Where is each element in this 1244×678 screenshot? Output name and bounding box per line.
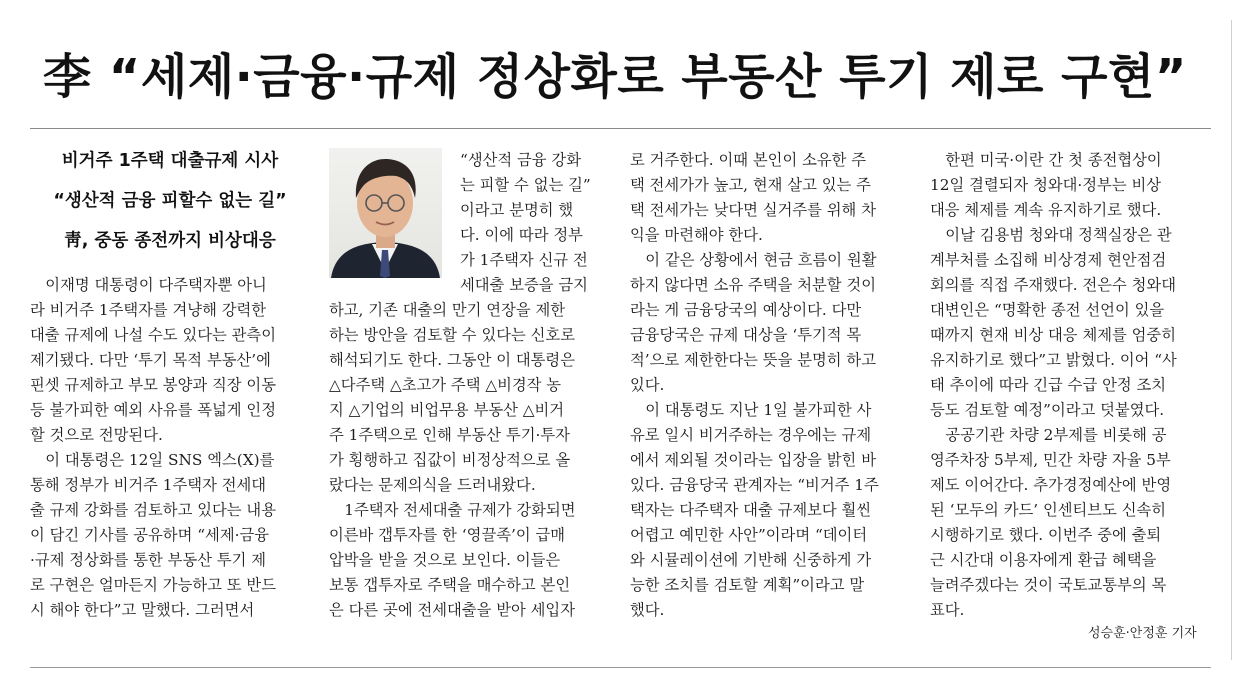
article-text-line: 에서 제외될 것이라는 입장을 밝힌 바 [630, 451, 876, 469]
article-text-line: 핀셋 규제하고 부모 봉양과 직장 이동 [30, 376, 276, 394]
article-text-line: 이 대통령도 지난 1일 불가피한 사 [630, 401, 872, 419]
subheadline-1: 비거주 1주택 대출규제 시사 [61, 151, 279, 171]
article-text-line: 이라고 분명히 했 [460, 201, 574, 219]
article-text-line: 가 횡행하고 집값이 비정상적으로 올 [329, 451, 571, 469]
article-text-line: 회의를 직접 주재했다. 전은수 청와대 [930, 276, 1176, 294]
article-text-line: 늘려주겠다는 것이 국토교통부의 목 [930, 576, 1167, 594]
article-text-line: 택 전세가는 낮다면 실거주를 위해 차 [630, 201, 876, 219]
article-text-line: 택 전세가가 높고, 현재 살고 있는 주 [630, 176, 871, 194]
article-column-2-top [460, 148, 615, 298]
article-text-line: 시 해야 한다”고 말했다. 그러면서 [30, 601, 255, 619]
article-text-line: 이 담긴 기사를 공유하며 “세제·금융 [30, 526, 270, 544]
article-text-line: 라는 게 금융당국의 예상이다. 다만 [630, 301, 862, 319]
article-text-line: 제기됐다. 다만 ‘투기 목적 부동산’에 [30, 351, 271, 369]
article-text-line: 통해 정부가 비거주 1주택자 전세대 [30, 476, 267, 494]
article-text-line: 하지 않다면 소유 주택을 처분할 것이 [630, 276, 876, 294]
page-edge-rule [1231, 20, 1232, 660]
subheadline-2: “생산적 금융 피할수 없는 길” [53, 191, 287, 211]
article-text-line: 이날 김용범 청와대 정책실장은 관 [930, 226, 1172, 244]
article-text-line: “생산적 금융 강화 [460, 151, 581, 169]
article-text-line: 대출 규제에 나설 수도 있다는 관측이 [30, 326, 276, 344]
article-text-line: 로 거주한다. 이때 본인이 소유한 주 [630, 151, 867, 169]
article-column-1 [30, 273, 310, 623]
article-column-3 [630, 148, 915, 623]
article-text-line: 적’으로 제한한다는 뜻을 분명히 하고 [630, 351, 876, 369]
article-text-line: 랐다는 문제의식을 드러내왔다. [329, 476, 536, 494]
article-text-line: 이른바 갭투자를 한 ‘영끌족’이 급매 [329, 526, 566, 544]
article-text-line: 대응 체제를 계속 유지하기로 했다. [930, 201, 1162, 219]
article-text-line: 때까지 현재 비상 대응 체제를 엄중히 [930, 326, 1176, 344]
article-column-4 [930, 148, 1215, 623]
article-text-line: 이재명 대통령이 다주택자뿐 아니 [30, 276, 267, 294]
article-text-line: 유로 일시 비거주하는 경우에는 규제 [630, 426, 872, 444]
article-text-line: 하고, 기존 대출의 만기 연장을 제한 [329, 301, 566, 319]
article-text-line: 시행하기로 했다. 이번주 중에 출퇴 [930, 526, 1162, 544]
article-text-line: 했다. [630, 601, 665, 619]
article-text-line: 압박을 받을 것으로 보인다. 이들은 [329, 551, 561, 569]
article-text-line: △다주택 △초고가 주택 △비경작 농 [329, 376, 562, 394]
headline-divider [30, 128, 1211, 129]
article-text-line: 주 1주택으로 인해 부동산 투기·투자 [329, 426, 570, 444]
reporter-byline: 성승훈·안정훈 기자 [1088, 626, 1197, 641]
portrait-illustration [329, 148, 442, 278]
article-text-line: 와 시뮬레이션에 기반해 신중하게 가 [630, 551, 872, 569]
article-text-line: 이 같은 상황에서 현금 흐름이 원활 [630, 251, 877, 269]
article-text-line: 지 △기업의 비업무용 부동산 △비거 [329, 401, 565, 419]
article-text-line: 이 대통령은 12일 SNS 엑스(X)를 [30, 451, 275, 469]
bottom-divider [30, 667, 1211, 668]
article-text-line: 근 시간대 이용자에게 환급 혜택을 [930, 551, 1157, 569]
article-text-line: 영주차장 5부제, 민간 차량 자율 5부 [930, 451, 1171, 469]
article-text-line: 금융당국은 규제 대상을 ‘투기적 목 [630, 326, 862, 344]
article-text-line: 등도 검토할 예정”이라고 덧붙였다. [930, 401, 1165, 419]
subheadline-3: 靑, 중동 종전까지 비상대응 [64, 231, 276, 251]
article-text-line: 세대출 보증을 금지 [460, 276, 588, 294]
article-text-line: 는 피할 수 없는 길” [460, 176, 591, 194]
article-text-line: 로 구현은 얼마든지 가능하고 또 반드 [30, 576, 276, 594]
article-text-line: 유지하기로 했다”고 밝혔다. 이어 “사 [930, 351, 1177, 369]
president-portrait-photo [329, 148, 442, 278]
subheadline-block [30, 146, 310, 266]
article-text-line: 된 ‘모두의 카드’ 인센티브도 신속히 [930, 501, 1167, 519]
article-text-line: 한편 미국·이란 간 첫 종전협상이 [930, 151, 1162, 169]
article-column-2 [329, 298, 615, 623]
article-text-line: 공공기관 차량 2부제를 비롯해 공 [930, 426, 1167, 444]
article-text-line: 라 비거주 1주택자를 겨냥해 강력한 [30, 301, 267, 319]
article-text-line: 표다. [930, 601, 965, 619]
article-text-line: 다. 이에 따라 정부 [460, 226, 583, 244]
article-text-line: 있다. [630, 376, 665, 394]
article-text-line: 계부처를 소집해 비상경제 현안점검 [930, 251, 1167, 269]
article-text-line: 1주택자 전세대출 규제가 강화되면 [329, 501, 576, 519]
article-text-line: 택자는 다주택자 대출 규제보다 훨씬 [630, 501, 872, 519]
article-headline: 李 “세제·금융·규제 정상화로 부동산 투기 제로 구현” [43, 49, 1187, 105]
article-text-line: 하는 방안을 검토할 수 있다는 신호로 [329, 326, 575, 344]
article-text-line: ·규제 정상화를 통한 부동산 투기 제 [30, 551, 267, 569]
article-text-line: 보통 갭투자로 주택을 매수하고 본인 [329, 576, 571, 594]
article-text-line: 익을 마련해야 한다. [630, 226, 763, 244]
article-text-line: 능한 조치를 검토할 계획”이라고 말 [630, 576, 865, 594]
article-text-line: 출 규제 강화를 검토하고 있다는 내용 [30, 501, 276, 519]
article-text-line: 해석되기도 한다. 그동안 이 대통령은 [329, 351, 575, 369]
article-text-line: 은 다른 곳에 전세대출을 받아 세입자 [329, 601, 575, 619]
article-text-line: 12일 결렬되자 청와대·정부는 비상 [930, 176, 1162, 194]
article-text-line: 등 불가피한 예외 사유를 폭넓게 인정 [30, 401, 276, 419]
article-text-line: 어렵고 예민한 사안”이라며 “데이터 [630, 526, 868, 544]
article-text-line: 대변인은 “명확한 종전 선언이 있을 [930, 301, 1165, 319]
article-text-line: 할 것으로 전망된다. [30, 426, 163, 444]
article-text-line: 가 1주택자 신규 전 [460, 251, 588, 269]
article-text-line: 있다. 금융당국 관계자는 “비거주 1주 [630, 476, 879, 494]
article-text-line: 태 추이에 따라 긴급 수급 안정 조치 [930, 376, 1167, 394]
article-text-line: 제도 이어간다. 추가경정예산에 반영 [930, 476, 1172, 494]
